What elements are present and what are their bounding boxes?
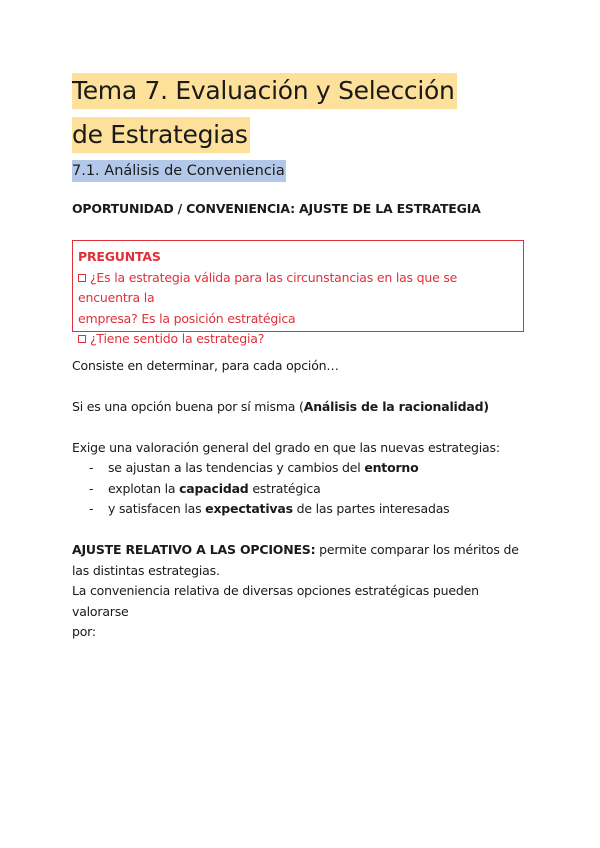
closing-line-1 bbox=[72, 540, 532, 561]
closing-line-3: La conveniencia relativa de diversas opciones estratégicas pueden valorarse bbox=[72, 583, 479, 619]
dash-bullet-icon: - bbox=[89, 501, 94, 516]
list-item-bold: entorno bbox=[364, 460, 419, 475]
question-2-text: ¿Tiene sentido la estrategia? bbox=[90, 331, 265, 346]
closing-line-2: las distintas estrategias. bbox=[72, 562, 220, 578]
list-item bbox=[89, 499, 449, 520]
questions-title: PREGUNTAS bbox=[78, 249, 161, 264]
question-1-line-2: empresa? Es la posición estratégica bbox=[78, 310, 296, 326]
paragraph-2-bold: Análisis de la racionalidad) bbox=[303, 399, 489, 414]
question-1-line-1: ¿Es la estrategia válida para las circunstancias en las que se encuentra la bbox=[78, 269, 458, 305]
question-1 bbox=[78, 268, 517, 309]
checkbox-icon bbox=[78, 335, 86, 343]
list-item-text-after: de las partes interesadas bbox=[292, 501, 450, 516]
closing-bold: AJUSTE RELATIVO A LAS OPCIONES: bbox=[72, 542, 316, 557]
paragraph-3: Exige una valoración general del grado en que las nuevas estrategias: bbox=[72, 440, 500, 455]
page-title-line-2: de Estrategias bbox=[72, 117, 250, 153]
list-item bbox=[89, 479, 321, 500]
list-item-text: explotan la bbox=[108, 481, 180, 496]
closing-line-4: por: bbox=[72, 624, 96, 639]
list-item-text-after: estratégica bbox=[248, 481, 321, 496]
paragraph-1: Consiste en determinar, para cada opción… bbox=[72, 358, 339, 373]
paragraph-2-text: Si es una opción buena por sí misma ( bbox=[72, 399, 304, 414]
page-title-line-1: Tema 7. Evaluación y Selección bbox=[72, 73, 457, 109]
list-item-bold: expectativas bbox=[205, 501, 293, 516]
closing-paragraph bbox=[72, 540, 532, 643]
list-item bbox=[89, 458, 419, 479]
list-item-bold: capacidad bbox=[179, 481, 249, 496]
paragraph-2 bbox=[72, 397, 489, 418]
question-2 bbox=[78, 329, 517, 350]
checkbox-icon bbox=[78, 274, 86, 282]
section-heading: OPORTUNIDAD / CONVENIENCIA: AJUSTE DE LA ESTRATEGIA bbox=[72, 201, 481, 216]
section-subtitle: 7.1. Análisis de Conveniencia bbox=[72, 160, 286, 182]
dash-bullet-icon: - bbox=[89, 481, 94, 496]
dash-bullet-icon: - bbox=[89, 460, 94, 475]
questions-box bbox=[72, 240, 524, 346]
closing-rest: permite comparar los méritos de bbox=[315, 542, 519, 557]
list-item-text: se ajustan a las tendencias y cambios del bbox=[108, 460, 365, 475]
list-item-text: y satisfacen las bbox=[108, 501, 206, 516]
